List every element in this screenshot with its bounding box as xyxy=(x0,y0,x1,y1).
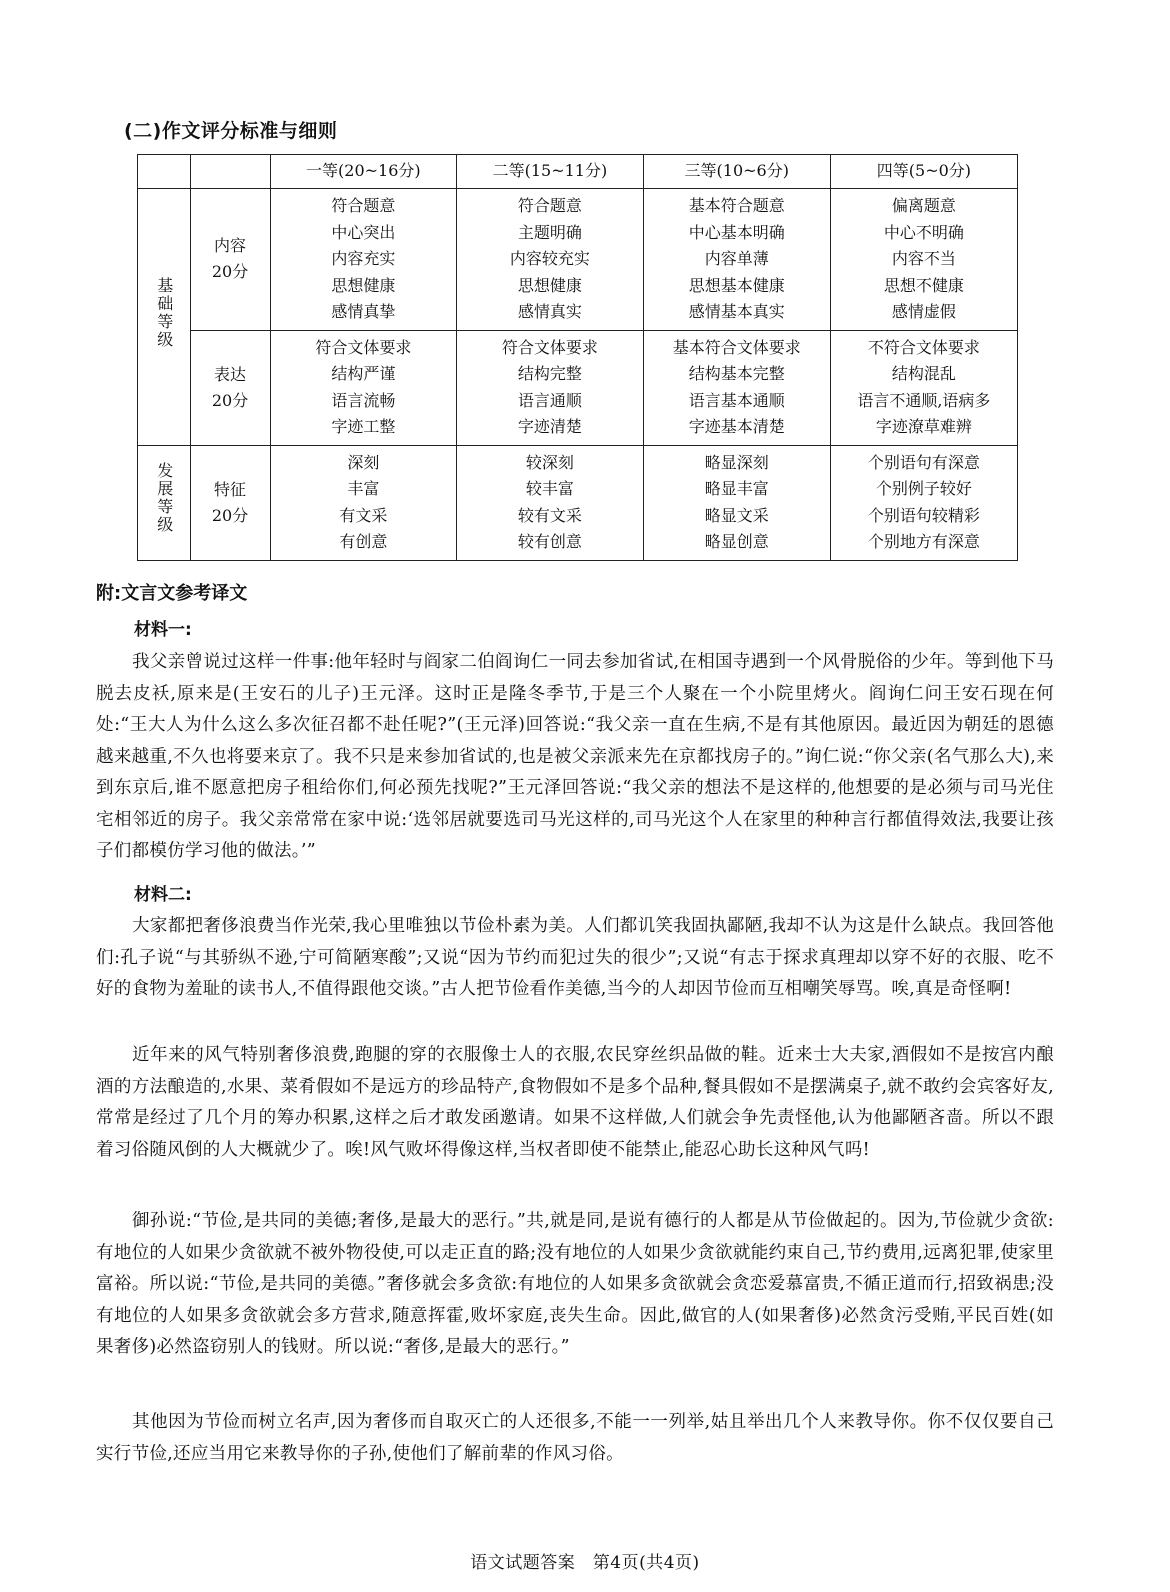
criterion: 较丰富 xyxy=(525,479,574,498)
criterion: 符合题意 xyxy=(331,196,396,215)
criterion: 中心突出 xyxy=(331,222,396,242)
material-two-paragraph: 近年来的风气特别奢侈浪费,跑腿的穿的衣服像士人的衣服,农民穿丝织品做的鞋。近来士大夫家,酒假如不是按宫内酿酒的方法酿造的,水果、菜肴假如不是远方的珍品特产,食物假如不是多个品种,餐具假如不是摆满桌子,就不敢约会宾客好友,常常是经过了几个月的筹办积累,这样之后才敢发函邀请。如果不这样做,人们就会争先责怪他,认为他鄙陋吝啬。所以不跟着习俗随风倒的人大概就少了。唉!风气败坏得像这样,当权者即使不能禁止,能忍心助长这种风气吗! xyxy=(96,1045,1054,1160)
criterion: 偏离题意 xyxy=(891,196,956,215)
criterion: 中心基本明确 xyxy=(688,222,785,242)
criterion: 较深刻 xyxy=(525,452,574,472)
criterion: 思想健康 xyxy=(517,275,582,295)
dimension-cell xyxy=(190,330,270,445)
criterion: 结构完整 xyxy=(517,364,582,383)
criteria-cell xyxy=(270,189,457,331)
criterion: 基本符合文体要求 xyxy=(672,337,801,357)
criterion: 字迹清楚 xyxy=(517,417,582,436)
criterion: 略显深刻 xyxy=(704,452,769,472)
criteria-cell xyxy=(270,330,457,445)
dimension-score: 20分 xyxy=(211,390,249,410)
criterion: 有创意 xyxy=(339,532,388,551)
criterion: 内容不当 xyxy=(891,249,956,268)
material-two-paragraph: 其他因为节俭而树立名声,因为奢侈而自取灭亡的人还很多,不能一一列举,姑且举出几个人来教导你。你不仅仅要自己实行节俭,还应当用它来教导你的子孙,使他们了解前辈的作风习俗。 xyxy=(96,1412,1054,1464)
table-row xyxy=(138,330,1018,445)
criteria-cell xyxy=(643,330,830,445)
criteria-cell xyxy=(457,189,644,331)
table-row xyxy=(138,445,1018,560)
material-one-label: 材料一: xyxy=(134,620,192,640)
criteria-cell xyxy=(457,330,644,445)
group-label-cell xyxy=(138,189,191,446)
table-header-row xyxy=(138,155,1018,189)
corner-cell xyxy=(138,155,191,189)
group-label-cell xyxy=(138,445,191,560)
criteria-cell xyxy=(457,445,644,560)
criterion: 感情基本真实 xyxy=(688,302,785,321)
criteria-cell xyxy=(270,445,457,560)
criterion: 主题明确 xyxy=(517,222,582,242)
criterion: 感情真实 xyxy=(517,302,582,321)
criterion: 字迹工整 xyxy=(331,417,396,436)
criterion: 内容单薄 xyxy=(704,249,769,268)
criterion: 个别例子较好 xyxy=(875,479,972,498)
material-two-paragraph: 大家都把奢侈浪费当作光荣,我心里唯独以节俭朴素为美。人们都讥笑我固执鄙陋,我却不认为这是什么缺点。我回答他们:孔子说“与其骄纵不逊,宁可简陋寒酸”;又说“因为节约而犯过失的很少”;又说“有志于探求真理却以穿不好的衣服、吃不好的食物为羞耻的读书人,不值得跟他交谈。”古人把节俭看作美德,当今的人却因节俭而互相嘲笑辱骂。唉,真是奇怪啊! xyxy=(96,916,1054,999)
criterion: 内容充实 xyxy=(331,249,396,268)
criterion: 字迹潦草难辨 xyxy=(875,417,972,436)
material-two-label: 材料二: xyxy=(134,885,192,905)
criterion: 思想不健康 xyxy=(883,275,964,295)
material-one-paragraph: 我父亲曾说过这样一件事:他年轻时与阎家二伯阎询仁一同去参加省试,在相国寺遇到一个风骨脱俗的少年。等到他下马脱去皮袄,原来是(王安石的儿子)王元泽。这时正是隆冬季节,于是三个人聚在一个小院里烤火。阎询仁问王安石现在何处:“王大人为什么这么多次征召都不赴任呢?”(王元泽)回答说:“我父亲一直在生病,不是有其他原因。最近因为朝廷的恩德越来越重,不久也将要来京了。我不只是来参加省试的,也是被父亲派来先在京都找房子的。”询仁说:“你父亲(名气那么大),来到东京后,谁不愿意把房子租给你们,何必预先找呢?”王元泽回答说:“我父亲的想法不是这样的,他想要的是必须与司马光住宅相邻近的房子。我父亲常常在家中说:‘选邻居就要选司马光这样的,司马光这个人在家里的种种言行都值得效法,我要让孩子们都模仿学习他的做法。’” xyxy=(96,652,1054,861)
grade-header: 四等(5~0分) xyxy=(830,155,1017,189)
criterion: 符合题意 xyxy=(517,196,582,215)
criterion: 不符合文体要求 xyxy=(867,337,980,357)
dimension-name: 表达 xyxy=(214,364,247,384)
dimension-cell xyxy=(190,189,270,331)
dimension-name: 内容 xyxy=(214,236,247,256)
criteria-cell xyxy=(830,330,1017,445)
criterion: 较有文采 xyxy=(517,505,582,525)
criteria-cell xyxy=(830,445,1017,560)
dimension-score: 20分 xyxy=(211,505,249,525)
dimension-score: 20分 xyxy=(211,262,249,282)
criterion: 语言通顺 xyxy=(517,390,582,410)
appendix-title: 附:文言文参考译文 xyxy=(96,583,248,604)
criterion: 略显创意 xyxy=(704,532,769,551)
criterion: 较有创意 xyxy=(517,532,582,551)
section-title: (二)作文评分标准与细则 xyxy=(124,120,338,142)
criterion: 符合文体要求 xyxy=(315,337,412,357)
criterion: 结构严谨 xyxy=(331,364,396,383)
criterion: 语言流畅 xyxy=(331,390,396,410)
criterion: 个别语句较精彩 xyxy=(867,505,980,525)
criterion: 略显文采 xyxy=(704,505,769,525)
criterion: 语言不通顺,语病多 xyxy=(857,390,991,410)
material-two-paragraph: 御孙说:“节俭,是共同的美德;奢侈,是最大的恶行。”共,就是同,是说有德行的人都是从节俭做起的。因为,节俭就少贪欲:有地位的人如果少贪欲就不被外物役使,可以走正直的路;没有地位的人如果少贪欲就能约束自己,节约费用,远离犯罪,使家里富裕。所以说:“节俭,是共同的美德。”奢侈就会多贪欲:有地位的人如果多贪欲就会贪恋爱慕富贵,不循正道而行,招致祸患;没有地位的人如果多贪欲就会多方营求,随意挥霍,败坏家庭,丧失生命。因此,做官的人(如果奢侈)必然贪污受贿,平民百姓(如果奢侈)必然盗窃别人的钱财。所以说:“奢侈,是最大的恶行。” xyxy=(96,1211,1054,1357)
grade-header: 一等(20~16分) xyxy=(270,155,457,189)
criterion: 丰富 xyxy=(347,479,380,498)
criterion: 符合文体要求 xyxy=(501,337,598,357)
criteria-cell xyxy=(643,189,830,331)
grade-header: 三等(10~6分) xyxy=(643,155,830,189)
criterion: 内容较充实 xyxy=(509,249,590,268)
criterion: 字迹基本清楚 xyxy=(688,417,785,436)
criteria-cell xyxy=(830,189,1017,331)
group-label: 基础等级 xyxy=(154,276,174,349)
criterion: 思想健康 xyxy=(331,275,396,295)
criterion: 结构基本完整 xyxy=(688,364,785,383)
corner-cell xyxy=(190,155,270,189)
criterion: 深刻 xyxy=(347,452,380,472)
dimension-name: 特征 xyxy=(214,479,247,499)
criterion: 个别地方有深意 xyxy=(867,532,980,551)
table-row xyxy=(138,189,1018,331)
criterion: 感情虚假 xyxy=(891,302,956,321)
dimension-cell xyxy=(190,445,270,560)
criterion: 个别语句有深意 xyxy=(867,452,980,472)
criteria-cell xyxy=(643,445,830,560)
criterion: 语言基本通顺 xyxy=(688,390,785,410)
grading-table xyxy=(137,154,1018,561)
group-label: 发展等级 xyxy=(154,462,174,535)
criterion: 感情真挚 xyxy=(331,302,396,321)
criterion: 结构混乱 xyxy=(891,364,956,383)
criterion: 基本符合题意 xyxy=(688,196,785,215)
criterion: 思想基本健康 xyxy=(688,275,785,295)
criterion: 有文采 xyxy=(339,505,388,525)
grade-header: 二等(15~11分) xyxy=(457,155,644,189)
page-footer: 语文试题答案 第4页(共4页) xyxy=(470,1553,700,1573)
criterion: 中心不明确 xyxy=(883,222,964,242)
criterion: 略显丰富 xyxy=(704,479,769,498)
